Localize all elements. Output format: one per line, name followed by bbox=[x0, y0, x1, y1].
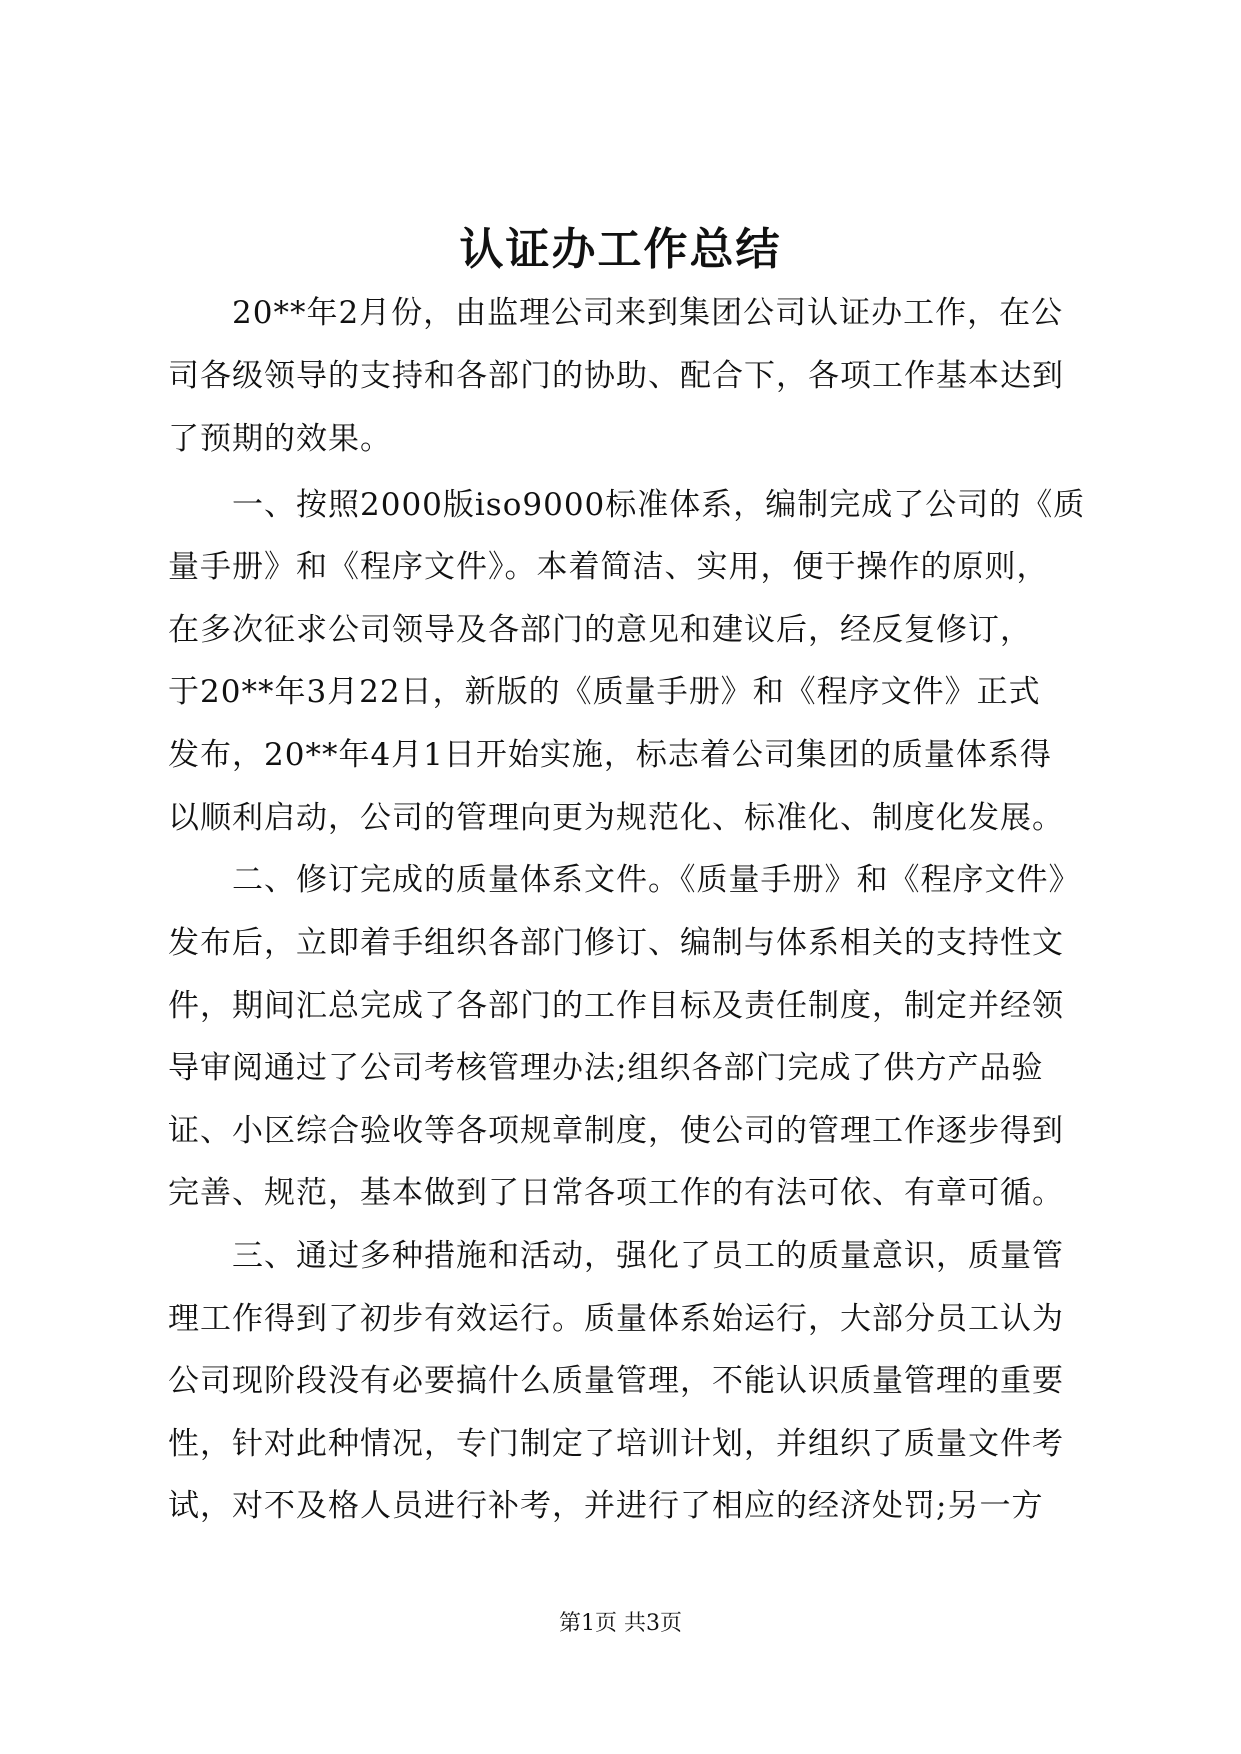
paragraph-line: 公司现阶段没有必要搞什么质量管理，不能认识质量管理的重要 bbox=[168, 1363, 1064, 1399]
paragraph-line: 于20**年3月22日，新版的《质量手册》和《程序文件》正式 bbox=[168, 674, 1041, 710]
paragraph-line: 导审阅通过了公司考核管理办法;组织各部门完成了供方产品验 bbox=[168, 1050, 1044, 1086]
paragraph-line: 量手册》和《程序文件》。本着简洁、实用，便于操作的原则， bbox=[168, 549, 1049, 585]
paragraph-line: 件，期间汇总完成了各部门的工作目标及责任制度，制定并经领 bbox=[168, 988, 1064, 1024]
paragraph-line: 以顺利启动，公司的管理向更为规范化、标准化、制度化发展。 bbox=[168, 800, 1064, 836]
paragraph-line: 二、修订完成的质量体系文件。《质量手册》和《程序文件》 bbox=[232, 862, 1081, 898]
paragraph-line: 证、小区综合验收等各项规章制度，使公司的管理工作逐步得到 bbox=[168, 1113, 1064, 1149]
paragraph-line: 了预期的效果。 bbox=[168, 421, 392, 457]
paragraph-line: 三、通过多种措施和活动，强化了员工的质量意识，质量管 bbox=[232, 1238, 1064, 1274]
paragraph-line: 发布后，立即着手组织各部门修订、编制与体系相关的支持性文 bbox=[168, 925, 1064, 961]
paragraph-line: 性，针对此种情况，专门制定了培训计划，并组织了质量文件考 bbox=[168, 1426, 1064, 1462]
paragraph-line: 一、按照2000版iso9000标准体系，编制完成了公司的《质 bbox=[232, 487, 1086, 523]
document-title: 认证办工作总结 bbox=[459, 224, 782, 275]
paragraph-line: 完善、规范，基本做到了日常各项工作的有法可依、有章可循。 bbox=[168, 1175, 1064, 1211]
paragraph-line: 理工作得到了初步有效运行。质量体系始运行，大部分员工认为 bbox=[168, 1301, 1064, 1337]
paragraph-line: 20**年2月份，由监理公司来到集团公司认证办工作，在公 bbox=[232, 295, 1064, 331]
paragraph-line: 司各级领导的支持和各部门的协助、配合下，各项工作基本达到 bbox=[168, 358, 1064, 394]
paragraph-line: 试，对不及格人员进行补考，并进行了相应的经济处罚;另一方 bbox=[168, 1488, 1044, 1524]
paragraph-line: 发布，20**年4月1日开始实施，标志着公司集团的质量体系得 bbox=[168, 737, 1052, 773]
page-footer: 第1页 共3页 bbox=[559, 1611, 682, 1636]
paragraph-line: 在多次征求公司领导及各部门的意见和建议后，经反复修订， bbox=[168, 612, 1032, 648]
